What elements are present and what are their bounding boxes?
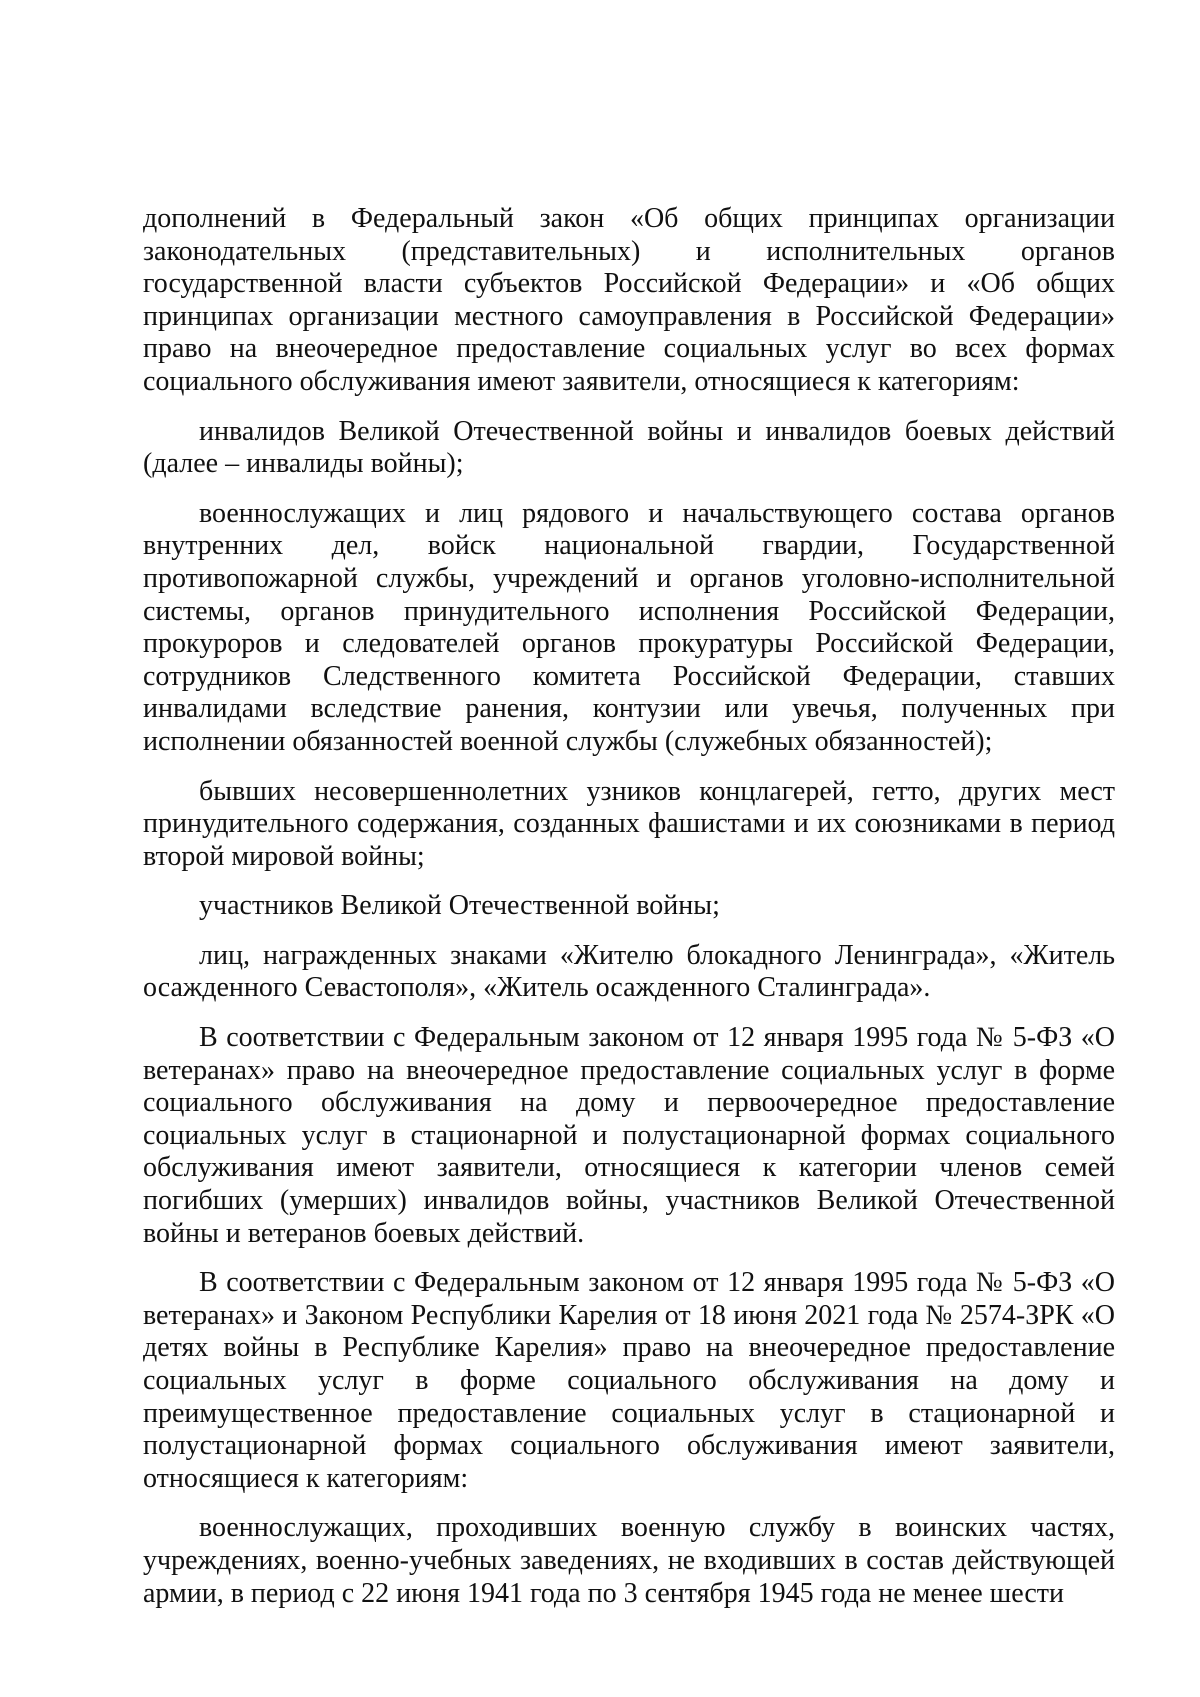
paragraph-servicemen-rear: военнослужащих, проходивших военную службу в воинских частях, учреждениях, военно-учебных заведениях, не входивших в состав действующей армии, в период с 22 июня 1941 года по 3 сентября 1945 года не менее шести xyxy=(143,1512,1115,1609)
paragraph-continuation: дополнений в Федеральный закон «Об общих принципах организации законодательных (представительных) и исполнительных органов государственной власти субъектов Российской Федерации» и «Об общих принципах организации местного самоуправления в Российской Федерации» право на внеочередное предоставление социальных услуг во всех формах социального обслуживания имеют заявители, относящиеся к категориям: xyxy=(143,203,1115,397)
paragraph-servicemen-invalids: военнослужащих и лиц рядового и начальствующего состава органов внутренних дел, войск национальной гвардии, Государственной противопожарной службы, учреждений и органов уголовно-исполнительной системы, органов принудительного исполнения Российской Федерации, прокуроров и следователей органов прокуратуры Российской Федерации, сотрудников Следственного комитета Российской Федерации, ставших инвалидами вследствие ранения, контузии или увечья, полученных при исполнении обязанностей военной службы (служебных обязанностей); xyxy=(143,497,1115,757)
document-page xyxy=(143,203,1115,1627)
paragraph-children-of-war-law: В соответствии с Федеральным законом от 12 января 1995 года № 5-ФЗ «О ветеранах» и Законом Республики Карелия от 18 июня 2021 года № 2574-ЗРК «О детях войны в Республике Карелия» право на внеочередное предоставление социальных услуг в форме социального обслуживания на дому и преимущественное предоставление социальных услуг в стационарной и полустационарной формах социального обслуживания имеют заявители, относящиеся к категориям: xyxy=(143,1267,1115,1494)
paragraph-former-prisoners: бывших несовершеннолетних узников концлагерей, гетто, других мест принудительного содержания, созданных фашистами и их союзниками в период второй мировой войны; xyxy=(143,775,1115,872)
paragraph-siege-badges: лиц, награжденных знаками «Жителю блокадного Ленинграда», «Житель осажденного Севастополя», «Житель осажденного Сталинграда». xyxy=(143,939,1115,1004)
paragraph-war-invalids: инвалидов Великой Отечественной войны и инвалидов боевых действий (далее – инвалиды войны); xyxy=(143,415,1115,480)
paragraph-veterans-law-families: В соответствии с Федеральным законом от 12 января 1995 года № 5-ФЗ «О ветеранах» право на внеочередное предоставление социальных услуг в форме социального обслуживания на дому и первоочередное предоставление социальных услуг в стационарной и полустационарной формах социального обслуживания имеют заявители, относящиеся к категории членов семей погибших (умерших) инвалидов войны, участников Великой Отечественной войны и ветеранов боевых действий. xyxy=(143,1022,1115,1249)
paragraph-war-participants: участников Великой Отечественной войны; xyxy=(199,890,720,922)
